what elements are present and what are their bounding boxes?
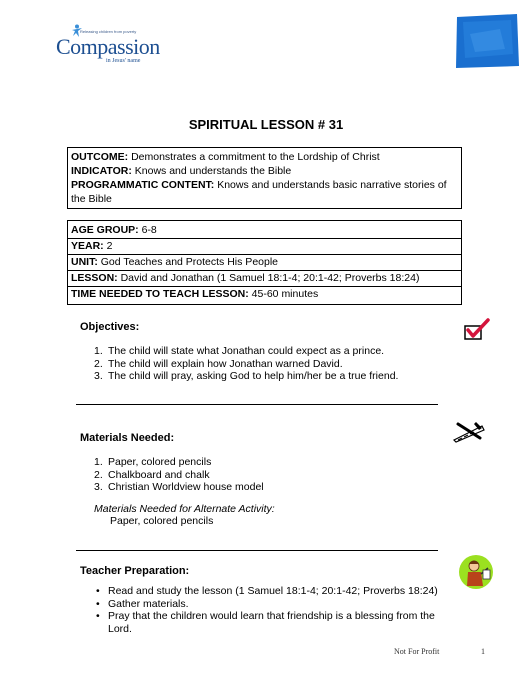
unit-line [68,255,461,271]
age-group-label: AGE GROUP: [71,224,139,236]
lesson-line [68,271,461,287]
programmatic-label: PROGRAMMATIC CONTENT: [71,179,215,191]
objectives-heading: Objectives: [80,321,140,333]
age-group-text: 6-8 [138,224,157,236]
year-line [68,239,461,255]
list-item: 3. The child will pray, asking God to help him/her be a true friend. [94,370,399,382]
unit-label: UNIT: [71,256,98,268]
objectives-list [80,345,460,383]
list-item: 2. The child will explain how Jonathan warned David. [94,357,343,370]
list-item: 1. The child will state what Jonathan could expect as a prince. [94,345,385,357]
time-label: TIME NEEDED TO TEACH LESSON: [71,288,249,300]
unit-text: God Teaches and Protects His People [97,256,279,268]
year-text: 2 [103,240,113,252]
alternate-activity-text: Paper, colored pencils [110,515,214,527]
logo-tagline: Releasing children from poverty [80,29,137,34]
indicator-text: Knows and understands the Bible [131,165,292,177]
lesson-label: LESSON: [71,272,118,284]
teacher-prep-heading: Teacher Preparation: [80,565,190,577]
list-item: 1. Paper, colored pencils [94,456,212,468]
alternate-activity-label: Materials Needed for Alternate Activity: [94,503,275,515]
list-item: • Pray that the children would learn that friendship is a blessing from the Lord. [96,610,435,635]
outcome-line [71,150,459,164]
list-item: • Gather materials. [96,597,189,610]
materials-list [80,456,460,494]
lesson-info-box [67,220,462,305]
pencil-ruler-icon [452,420,486,444]
compassion-logo [56,24,168,66]
teacher-prep-list [80,585,440,635]
materials-heading: Materials Needed: [80,432,175,444]
programmatic-text: Knows and understands basic narrative stories of the Bible [71,179,447,205]
time-text: 45-60 minutes [248,288,319,300]
divider [76,550,438,551]
list-item: • Read and study the lesson (1 Samuel 18:1-4; 20:1-42; Proverbs 18:24) [96,585,438,597]
programmatic-line [71,178,459,206]
outcome-box [67,147,462,209]
age-group-line [68,223,461,239]
outcome-text: Demonstrates a commitment to the Lordship of Christ [128,151,380,163]
outcome-label: OUTCOME: [71,151,129,163]
footer-label: Not For Profit [394,647,440,656]
logo-name: Compassion [56,34,160,59]
time-line [68,287,461,302]
list-item: 3. Christian Worldview house model [94,481,264,493]
page-number: 1 [481,647,485,656]
divider [76,404,438,405]
checkmark-box-icon [463,318,491,342]
blue-paint-block [455,14,519,68]
year-label: YEAR: [71,240,104,252]
lesson-text: David and Jonathan (1 Samuel 18:1-4; 20:1-42; Proverbs 18:24) [117,272,420,284]
lesson-title: SPIRITUAL LESSON # 31 [188,117,344,132]
indicator-label: INDICATOR: [71,165,132,177]
indicator-line [71,164,459,178]
logo-subline: in Jesus' name [106,58,141,64]
teacher-icon [457,554,495,590]
list-item: 2. Chalkboard and chalk [94,468,210,481]
